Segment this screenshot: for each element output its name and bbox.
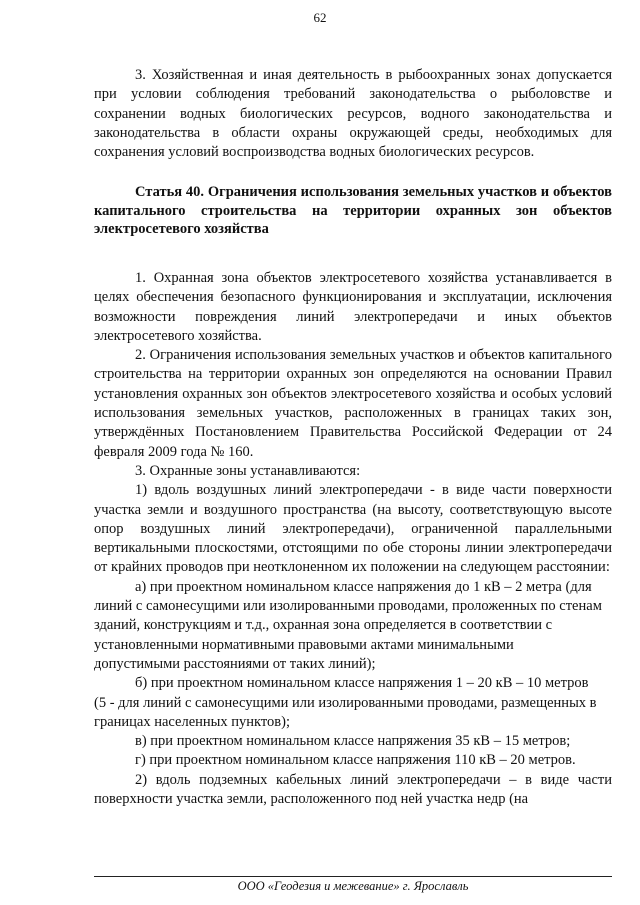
page-footer: ООО «Геодезия и межевание» г. Ярославль (237, 879, 469, 893)
paragraph-underground-lines: 2) вдоль подземных кабельных линий электропередачи – в виде части поверхности участка земли, расположенного под ней участка недр (на (94, 771, 612, 807)
paragraph-item-1: 1. Охранная зона объектов электросетевого хозяйства устанавливается в целях обеспечения безопасного функционирования и эксплуатации, исключения возможности повреждения линий электропередачи и иных объектов электросетевого хозяйства. (94, 269, 612, 344)
document-body (94, 66, 612, 809)
subitem-g: г) при проектном номинальном классе напряжения 110 кВ – 20 метров. (135, 752, 576, 769)
paragraph-item-2: 2. Ограничения использования земельных участков и объектов капитального строительства на территории охранных зон определяются на основании Правил установления охранных зон объектов электросетевого хозяйства и особых условий использования земельных участков, расположенных в границах таких зон, утверждённых Постановлением Правительства Российской Федерации от 24 февраля 2009 года № 160. (94, 347, 612, 460)
footer-divider (94, 876, 612, 877)
page-number: 62 (313, 10, 327, 25)
paragraph-fish-protection-zones: 3. Хозяйственная и иная деятельность в рыбоохранных зонах допускается при условии соблюдения требований законодательства о рыболовстве и сохранении водных биологических ресурсов, водного законодательства и законодательства в области охраны окружающей среды, необходимых для сохранения условий воспроизводства водных биологических ресурсов. (94, 67, 612, 161)
subitem-b: б) при проектном номинальном классе напряжения 1 – 20 кВ – 10 метров (5 - для линий с самонесущими или изолированными проводами, размещенных в границах населенных пунктов); (94, 675, 597, 730)
paragraph-overhead-lines: 1) вдоль воздушных линий электропередачи - в виде части поверхности участка земли и воздушного пространства (на высоту, соответствующую высоте опор воздушных линий электропередачи), ограниченной параллельными вертикальными плоскостями, отстоящими по обе стороны линии электропередачи от крайних проводов при неотклоненном их положении на следующем расстоянии: (94, 482, 612, 576)
subitem-v: в) при проектном номинальном классе напряжения 35 кВ – 15 метров; (135, 733, 571, 750)
subitem-a: а) при проектном номинальном классе напряжения до 1 кВ – 2 метра (для линий с самонесущими или изолированными проводами, проложенных по стенам зданий, конструкциям и т.д., охранная зона определяется в соответствии с установленными нормативными правовыми актами минимальными допустимыми расстояниями от таких линий); (94, 578, 602, 672)
spacer (94, 162, 612, 183)
paragraph-item-3: 3. Охранные зоны устанавливаются: (135, 462, 361, 479)
spacer (94, 239, 612, 269)
article-40-heading: Статья 40. Ограничения использования земельных участков и объектов капитального строительства на территории охранных зон объектов электросетевого хозяйства (94, 184, 612, 238)
